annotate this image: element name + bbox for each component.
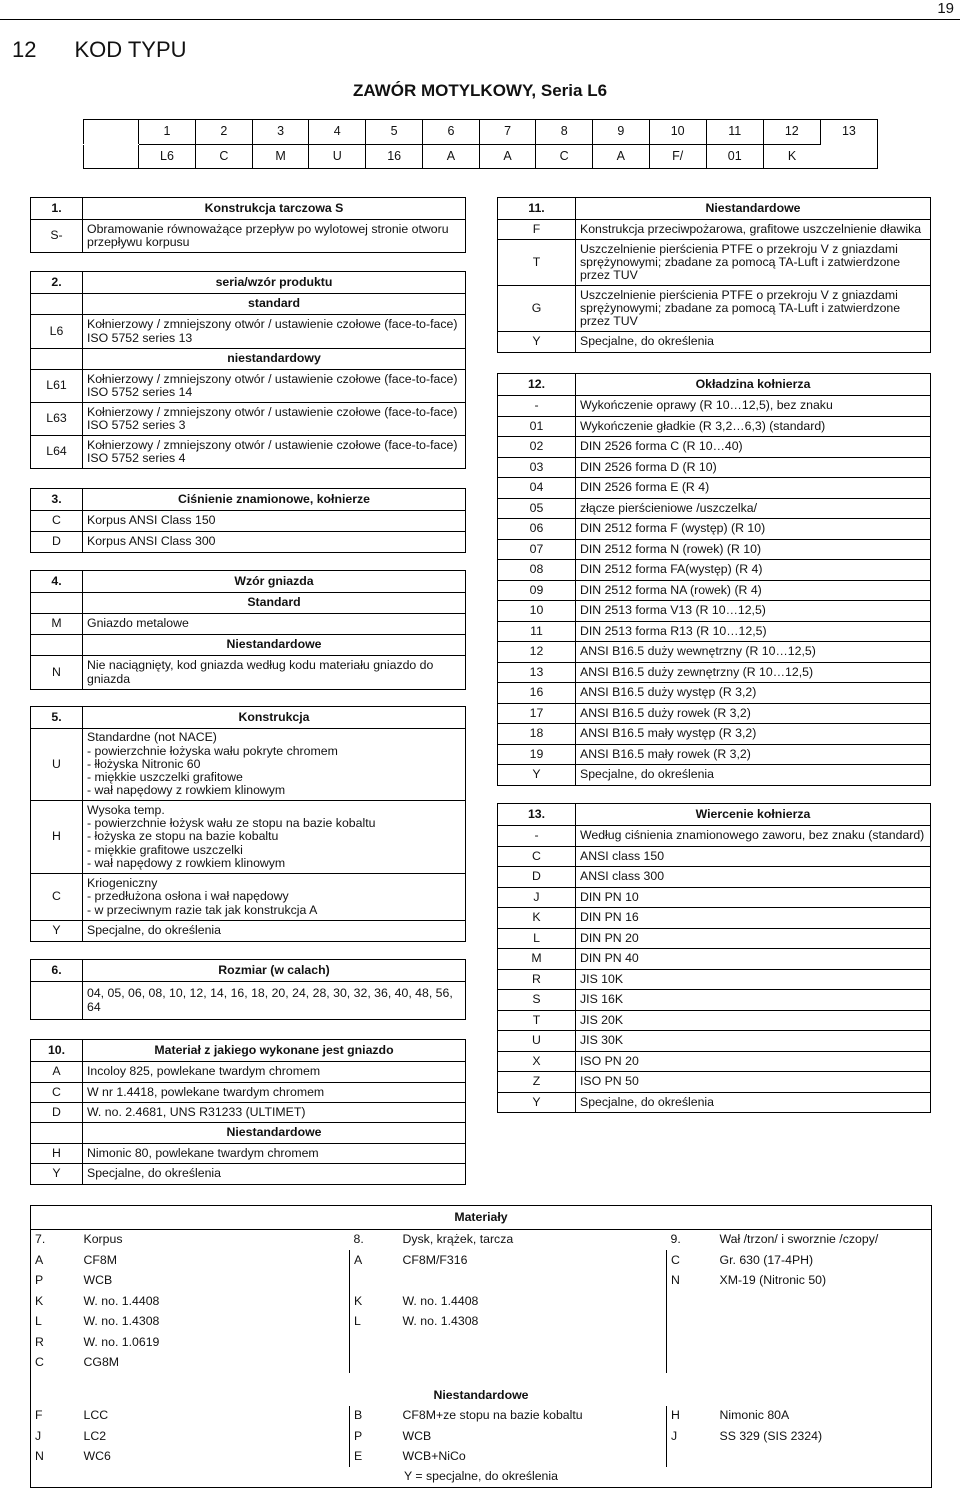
description-cell: Specjalne, do określenia bbox=[576, 765, 931, 786]
description-cell: W nr 1.4418, powlekane twardym chromem bbox=[83, 1083, 466, 1103]
code-cell: Y bbox=[498, 1092, 576, 1113]
material-name: CF8M/F316 bbox=[402, 1252, 468, 1267]
description-cell bbox=[83, 874, 466, 921]
standard-subheading: Standard bbox=[83, 593, 466, 614]
section-1-number: 1. bbox=[31, 198, 83, 220]
line: - powierzchnie łożyska wału pokryte chromem bbox=[87, 743, 338, 758]
code-cell: 01 bbox=[498, 416, 576, 437]
type-code-example: K bbox=[763, 144, 820, 169]
material-name: SS 329 (SIS 2324) bbox=[719, 1428, 823, 1443]
description-cell: W. no. 2.4681, UNS R31233 (ULTIMET) bbox=[83, 1103, 466, 1123]
description-cell: DIN 2526 forma E (R 4) bbox=[576, 478, 931, 499]
description-cell: ANSI B16.5 duży występ (R 3,2) bbox=[576, 683, 931, 704]
type-code-example: L6 bbox=[138, 144, 195, 169]
material-name: CF8M+ze stopu na bazie kobaltu bbox=[402, 1408, 583, 1423]
line: - łożyska ze stopu na bazie kobaltu bbox=[87, 829, 279, 844]
code-cell: F bbox=[498, 220, 576, 240]
code-cell: L bbox=[498, 928, 576, 949]
line: - w przeciwnym razie tak jak konstrukcja A bbox=[87, 902, 318, 917]
section-4-number: 4. bbox=[31, 571, 83, 593]
code-cell: D bbox=[31, 532, 83, 553]
code-cell: M bbox=[31, 614, 83, 635]
description-cell: DIN 2526 forma D (R 10) bbox=[576, 457, 931, 478]
material-code bbox=[350, 1332, 399, 1353]
section-5-number: 5. bbox=[31, 707, 83, 729]
description-cell: DIN 2526 forma C (R 10…40) bbox=[576, 437, 931, 458]
material-group-number: 7. bbox=[35, 1232, 46, 1247]
line: - łłożyska Nitronic 60 bbox=[87, 756, 201, 771]
type-code-example: U bbox=[309, 144, 366, 169]
description-cell: Korpus ANSI Class 300 bbox=[83, 532, 466, 553]
type-code-example: A bbox=[479, 144, 536, 169]
materials-title: Materiały bbox=[31, 1206, 932, 1230]
code-cell: 04 bbox=[498, 478, 576, 499]
section-13-number: 13. bbox=[498, 804, 576, 826]
material-name bbox=[399, 1271, 667, 1292]
code-cell: D bbox=[31, 1103, 83, 1123]
material-group-number: 9. bbox=[670, 1232, 681, 1247]
description-cell: DIN 2513 forma V13 (R 10…12,5) bbox=[576, 601, 931, 622]
code-cell: Y bbox=[31, 1164, 83, 1185]
code-cell: 16 bbox=[498, 683, 576, 704]
type-code-example: A bbox=[423, 144, 480, 169]
code-cell: 02 bbox=[498, 437, 576, 458]
description-cell: ANSI B16.5 mały rowek (R 3,2) bbox=[576, 744, 931, 765]
material-name bbox=[399, 1353, 667, 1374]
type-code-position: 2 bbox=[196, 120, 253, 145]
material-code bbox=[350, 1271, 399, 1292]
material-code: A bbox=[35, 1252, 44, 1267]
code-cell: Y bbox=[498, 765, 576, 786]
material-name: W. no. 1.4308 bbox=[402, 1314, 479, 1329]
material-code: K bbox=[35, 1293, 44, 1308]
material-name bbox=[716, 1332, 932, 1353]
material-group-number: 8. bbox=[353, 1232, 364, 1247]
type-code-example: C bbox=[536, 144, 593, 169]
material-code: P bbox=[350, 1426, 399, 1447]
code-cell: L64 bbox=[31, 436, 83, 469]
material-code: K bbox=[350, 1291, 399, 1312]
description-cell: Gniazdo metalowe bbox=[83, 614, 466, 635]
description-cell: Kołnierzowy / zmniejszony otwór / ustawienie czołowe (face-to-face) ISO 5752 series 14 bbox=[83, 370, 466, 403]
material-name bbox=[716, 1353, 932, 1374]
material-name bbox=[716, 1447, 932, 1468]
material-name: W. no. 1.4408 bbox=[83, 1293, 160, 1308]
type-code-position: 7 bbox=[479, 120, 536, 145]
description-cell: Kołnierzowy / zmniejszony otwór / ustawienie czołowe (face-to-face) ISO 5752 series 13 bbox=[83, 315, 466, 349]
type-code-lead bbox=[84, 120, 139, 145]
description-cell: DIN PN 10 bbox=[576, 887, 931, 908]
material-code: F bbox=[35, 1408, 43, 1423]
description-cell: Kołnierzowy / zmniejszony otwór / ustawienie czołowe (face-to-face) ISO 5752 series 4 bbox=[83, 436, 466, 469]
type-code-table bbox=[83, 119, 878, 169]
section-10-number: 10. bbox=[31, 1040, 83, 1062]
material-name bbox=[716, 1312, 932, 1333]
page-number: 19 bbox=[937, 0, 954, 17]
description-cell: Specjalne, do określenia bbox=[83, 1164, 466, 1185]
description-cell bbox=[83, 729, 466, 801]
description-cell: DIN 2512 forma F (występ) (R 10) bbox=[576, 519, 931, 540]
description-cell: Specjalne, do określenia bbox=[576, 1092, 931, 1113]
description-cell: JIS 20K bbox=[576, 1010, 931, 1031]
description-cell: ANSI B16.5 mały występ (R 3,2) bbox=[576, 724, 931, 745]
description-cell: DIN PN 40 bbox=[576, 949, 931, 970]
material-code: J bbox=[667, 1426, 716, 1447]
material-name: WCB bbox=[402, 1428, 432, 1443]
description-cell: Wykończenie oprawy (R 10…12,5), bez znaku bbox=[576, 396, 931, 417]
description-cell: Wykończenie gładkie (R 3,2…6,3) (standard) bbox=[576, 416, 931, 437]
code-cell: - bbox=[498, 396, 576, 417]
materials-table bbox=[30, 1205, 932, 1488]
code-cell: H bbox=[31, 801, 83, 874]
description-cell: Według ciśnienia znamionowego zaworu, bez znaku (standard) bbox=[576, 826, 931, 847]
section-10-title: Materiał z jakiego wykonane jest gniazdo bbox=[154, 1042, 394, 1057]
section-6-table bbox=[30, 959, 466, 1020]
code-cell: C bbox=[31, 1083, 83, 1103]
material-code: R bbox=[35, 1334, 44, 1349]
code-cell: 08 bbox=[498, 560, 576, 581]
material-code: J bbox=[35, 1428, 42, 1443]
section-13-table bbox=[497, 803, 931, 1113]
material-name: XM-19 (Nitronic 50) bbox=[719, 1273, 827, 1288]
description-cell: JIS 10K bbox=[576, 969, 931, 990]
material-code: C bbox=[667, 1250, 716, 1271]
material-code: N bbox=[667, 1271, 716, 1292]
code-cell: A bbox=[31, 1062, 83, 1083]
code-cell: 19 bbox=[498, 744, 576, 765]
type-code-position: 5 bbox=[366, 120, 423, 145]
code-cell: R bbox=[498, 969, 576, 990]
section-title: KOD TYPU bbox=[74, 37, 187, 62]
section-13-title: Wiercenie kołnierza bbox=[695, 806, 811, 821]
type-code-position: 12 bbox=[763, 120, 820, 145]
description-cell: JIS 30K bbox=[576, 1031, 931, 1052]
description-cell: Kołnierzowy / zmniejszony otwór / ustawienie czołowe (face-to-face) ISO 5752 series 3 bbox=[83, 403, 466, 436]
section-4-table bbox=[30, 570, 466, 690]
section-5-table bbox=[30, 706, 466, 942]
section-12-table bbox=[497, 373, 931, 786]
line: - wał napędowy z rowkiem klinowym bbox=[87, 855, 286, 870]
material-name: WCB+NiCo bbox=[402, 1449, 466, 1464]
section-heading bbox=[12, 38, 187, 62]
material-name: Nimonic 80A bbox=[719, 1408, 790, 1423]
material-name: WCB bbox=[83, 1273, 113, 1288]
description-cell: Incoloy 825, powlekane twardym chromem bbox=[83, 1062, 466, 1083]
code-cell: 13 bbox=[498, 662, 576, 683]
material-name: LCC bbox=[83, 1408, 109, 1423]
material-name: CG8M bbox=[83, 1355, 120, 1370]
description-cell: ANSI B16.5 duży zewnętrzny (R 10…12,5) bbox=[576, 662, 931, 683]
code-cell: S- bbox=[31, 220, 83, 253]
code-cell: - bbox=[498, 826, 576, 847]
material-name: LC2 bbox=[83, 1428, 107, 1443]
type-code-example: 16 bbox=[366, 144, 423, 169]
material-code: C bbox=[35, 1355, 44, 1370]
description-cell: ISO PN 50 bbox=[576, 1072, 931, 1093]
section-2-number: 2. bbox=[31, 272, 83, 294]
description-cell: ANSI class 300 bbox=[576, 867, 931, 888]
material-name: WC6 bbox=[83, 1449, 111, 1464]
material-code: B bbox=[350, 1406, 399, 1427]
material-name bbox=[399, 1332, 667, 1353]
code-cell: X bbox=[498, 1051, 576, 1072]
description-cell: Uszczelnienie pierścienia PTFE o przekroju V z gniazdami sprężynowymi; zbadane za pomocą TA-Luft i zatwierdzone przez TUV bbox=[576, 240, 931, 286]
materials-footnote: Y = specjalne, do określenia bbox=[404, 1469, 558, 1484]
description-cell: Uszczelnienie pierścienia PTFE o przekroju V z gniazdami sprężynowymi; zbadane za pomocą TA-Luft i zatwierdzone przez TUV bbox=[576, 286, 931, 332]
code-cell: 03 bbox=[498, 457, 576, 478]
section-3-number: 3. bbox=[31, 489, 83, 511]
description-cell: Obramowanie równoważące przepływ po wylotowej stronie otworu przepływu korpusu bbox=[83, 220, 466, 253]
section-5-title: Konstrukcja bbox=[238, 709, 310, 724]
material-code: L bbox=[350, 1312, 399, 1333]
code-cell: 18 bbox=[498, 724, 576, 745]
section-11-title: Niestandardowe bbox=[705, 200, 801, 215]
type-code-example: A bbox=[593, 144, 650, 169]
code-cell: 06 bbox=[498, 519, 576, 540]
description-cell: Nie naciągnięty, kod gniazda według kodu materiału gniazdo do gniazda bbox=[83, 656, 466, 690]
description-cell: Korpus ANSI Class 150 bbox=[83, 511, 466, 532]
code-cell: D bbox=[498, 867, 576, 888]
material-code bbox=[667, 1447, 716, 1468]
code-cell: N bbox=[31, 656, 83, 690]
line: - powierzchnie łożysk wału ze stopu na bazie kobaltu bbox=[87, 816, 376, 831]
line: Kriogeniczny bbox=[87, 876, 158, 891]
section-3-table bbox=[30, 488, 466, 553]
type-code-position: 6 bbox=[423, 120, 480, 145]
type-code-position: 11 bbox=[706, 120, 763, 145]
standard-subheading: standard bbox=[83, 294, 466, 315]
section-3-title: Ciśnienie znamionowe, kołnierze bbox=[177, 491, 370, 506]
code-cell: 12 bbox=[498, 642, 576, 663]
line: - przedłużona osłona i wał napędowy bbox=[87, 889, 289, 904]
type-code-position: 8 bbox=[536, 120, 593, 145]
line: - miękkie uszczelki grafitowe bbox=[87, 770, 243, 785]
type-code-example: 01 bbox=[706, 144, 763, 169]
material-name: CF8M bbox=[83, 1252, 117, 1267]
nonstandard-subheading: Niestandardowe bbox=[83, 635, 466, 656]
type-code-position: 13 bbox=[820, 120, 877, 145]
code-cell: C bbox=[498, 846, 576, 867]
description-cell: DIN 2513 forma R13 (R 10…12,5) bbox=[576, 621, 931, 642]
material-name: W. no. 1.4308 bbox=[83, 1314, 160, 1329]
material-name: W. no. 1.0619 bbox=[83, 1334, 160, 1349]
type-code-example: F/ bbox=[649, 144, 706, 169]
description-cell: DIN PN 20 bbox=[576, 928, 931, 949]
code-cell: C bbox=[31, 511, 83, 532]
material-name: W. no. 1.4408 bbox=[402, 1293, 479, 1308]
code-cell: 10 bbox=[498, 601, 576, 622]
code-cell: C bbox=[31, 874, 83, 921]
material-code: E bbox=[350, 1447, 399, 1468]
material-code: P bbox=[35, 1273, 44, 1288]
code-cell: T bbox=[498, 240, 576, 286]
description-cell: DIN 2512 forma FA(występ) (R 4) bbox=[576, 560, 931, 581]
code-cell: L63 bbox=[31, 403, 83, 436]
section-2-title: seria/wzór produktu bbox=[215, 274, 333, 289]
description-cell: Konstrukcja przeciwpożarowa, grafitowe uszczelnienie dławika bbox=[576, 220, 931, 240]
material-code bbox=[667, 1312, 716, 1333]
material-group-name: Dysk, krążek, tarcza bbox=[402, 1232, 514, 1247]
top-rule bbox=[0, 19, 960, 20]
section-2-table bbox=[30, 271, 466, 469]
material-code bbox=[350, 1353, 399, 1374]
material-code bbox=[667, 1291, 716, 1312]
sizes-list: 04, 05, 06, 08, 10, 12, 14, 16, 18, 20, 24, 28, 30, 32, 36, 40, 48, 56, 64 bbox=[83, 982, 466, 1020]
code-cell: Y bbox=[498, 332, 576, 353]
description-cell: ANSI B16.5 duży wewnętrzny (R 10…12,5) bbox=[576, 642, 931, 663]
section-number: 12 bbox=[12, 37, 37, 62]
code-cell: 17 bbox=[498, 703, 576, 724]
material-code: N bbox=[35, 1449, 44, 1464]
section-4-title: Wzór gniazda bbox=[234, 573, 314, 588]
type-code-example bbox=[84, 144, 139, 169]
code-cell: K bbox=[498, 908, 576, 929]
material-name bbox=[716, 1291, 932, 1312]
description-cell: Specjalne, do określenia bbox=[83, 921, 466, 942]
section-6-title: Rozmiar (w calach) bbox=[218, 962, 330, 977]
code-cell: S bbox=[498, 990, 576, 1011]
code-cell: J bbox=[498, 887, 576, 908]
description-cell: DIN 2512 forma NA (rowek) (R 4) bbox=[576, 580, 931, 601]
section-6-number: 6. bbox=[31, 960, 83, 982]
code-cell: U bbox=[31, 729, 83, 801]
description-cell: Nimonic 80, powlekane twardym chromem bbox=[83, 1144, 466, 1164]
materials-nonstandard-title: Niestandardowe bbox=[433, 1387, 529, 1402]
section-11-number: 11. bbox=[498, 198, 576, 220]
material-code: A bbox=[350, 1250, 399, 1271]
section-12-title: Okładzina kołnierza bbox=[695, 376, 811, 391]
material-name: Gr. 630 (17-4PH) bbox=[719, 1252, 814, 1267]
document-subtitle: ZAWÓR MOTYLKOWY, Seria L6 bbox=[352, 81, 608, 100]
code-cell: G bbox=[498, 286, 576, 332]
section-1-table bbox=[30, 197, 466, 253]
code-cell: L61 bbox=[31, 370, 83, 403]
description-cell: ISO PN 20 bbox=[576, 1051, 931, 1072]
material-group-name: Korpus bbox=[83, 1232, 123, 1247]
code-cell: 09 bbox=[498, 580, 576, 601]
material-code: L bbox=[35, 1314, 42, 1329]
code-cell: Z bbox=[498, 1072, 576, 1093]
nonstandard-subheading: Niestandardowe bbox=[83, 1123, 466, 1144]
code-cell: 07 bbox=[498, 539, 576, 560]
code-cell: T bbox=[498, 1010, 576, 1031]
description-cell: JIS 16K bbox=[576, 990, 931, 1011]
code-cell: M bbox=[498, 949, 576, 970]
material-group-name: Wał /trzon/ i sworznie /czopy/ bbox=[719, 1232, 879, 1247]
line: - miękkie grafitowe uszczelki bbox=[87, 842, 243, 857]
section-12-number: 12. bbox=[498, 374, 576, 396]
section-10-table bbox=[30, 1039, 466, 1185]
material-code bbox=[667, 1353, 716, 1374]
code-cell: U bbox=[498, 1031, 576, 1052]
description-cell: DIN 2512 forma N (rowek) (R 10) bbox=[576, 539, 931, 560]
description-cell: ANSI class 150 bbox=[576, 846, 931, 867]
description-cell: złącze pierścieniowe /uszczelka/ bbox=[576, 498, 931, 519]
description-cell bbox=[83, 801, 466, 874]
description-cell: ANSI B16.5 duży rowek (R 3,2) bbox=[576, 703, 931, 724]
type-code-position: 9 bbox=[593, 120, 650, 145]
section-1-title: Konstrukcja tarczowa S bbox=[204, 200, 344, 215]
description-cell: DIN PN 16 bbox=[576, 908, 931, 929]
line: Wysoka temp. bbox=[87, 802, 165, 817]
type-code-position: 1 bbox=[138, 120, 195, 145]
nonstandard-subheading: niestandardowy bbox=[83, 349, 466, 370]
type-code-position: 4 bbox=[309, 120, 366, 145]
line: - wał napędowy z rowkiem klinowym bbox=[87, 783, 286, 798]
description-cell: Specjalne, do określenia bbox=[576, 332, 931, 353]
type-code-position: 3 bbox=[252, 120, 309, 145]
code-cell: Y bbox=[31, 921, 83, 942]
code-cell: 05 bbox=[498, 498, 576, 519]
type-code-example: M bbox=[252, 144, 309, 169]
material-code bbox=[667, 1332, 716, 1353]
code-cell: H bbox=[31, 1144, 83, 1164]
type-code-example: C bbox=[196, 144, 253, 169]
material-code: H bbox=[667, 1406, 716, 1427]
section-11-table bbox=[497, 197, 931, 353]
code-cell: L6 bbox=[31, 315, 83, 349]
code-cell: 11 bbox=[498, 621, 576, 642]
type-code-position: 10 bbox=[649, 120, 706, 145]
line: Standardne (not NACE) bbox=[87, 730, 217, 745]
